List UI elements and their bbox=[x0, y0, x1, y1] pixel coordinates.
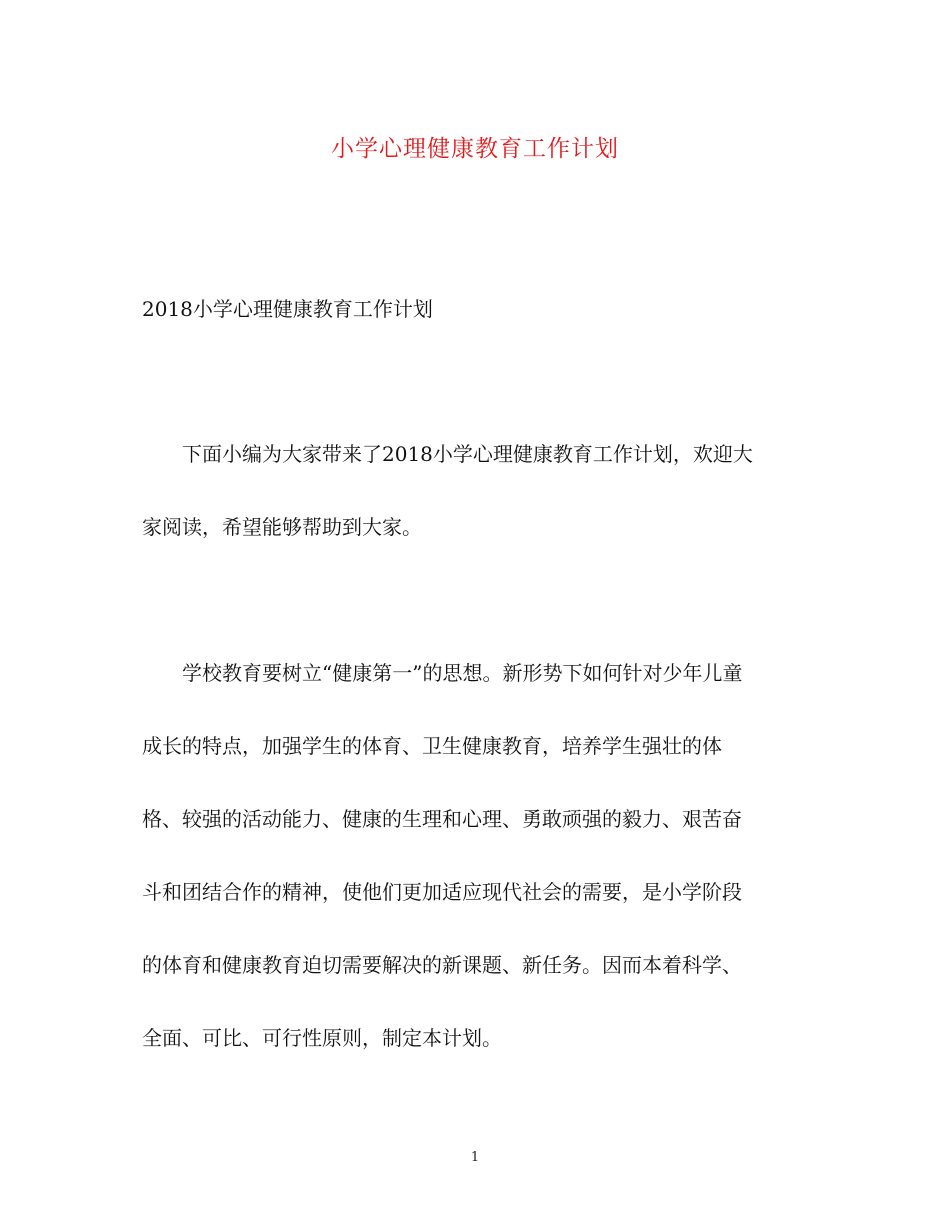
paragraph-line: 家阅读，希望能够帮助到大家。 bbox=[142, 515, 422, 539]
paragraph-line: 全面、可比、可行性原则，制定本计划。 bbox=[142, 1026, 502, 1050]
paragraph-line: 学校教育要树立“健康第一”的思想。新形势下如何针对少年儿童 bbox=[182, 661, 743, 685]
paragraph-line: 格、较强的活动能力、健康的生理和心理、勇敢顽强的毅力、艰苦奋 bbox=[142, 807, 742, 831]
page-number: 1 bbox=[470, 1150, 480, 1165]
paragraph-line: 成长的特点，加强学生的体育、卫生健康教育，培养学生强壮的体 bbox=[142, 734, 722, 758]
paragraph-line: 的体育和健康教育迫切需要解决的新课题、新任务。因而本着科学、 bbox=[142, 953, 742, 977]
paragraph-line: 下面小编为大家带来了2018小学心理健康教育工作计划，欢迎大 bbox=[182, 442, 753, 466]
paragraph-line: 斗和团结合作的精神，使他们更加适应现代社会的需要，是小学阶段 bbox=[142, 880, 742, 904]
document-title: 小学心理健康教育工作计划 bbox=[331, 136, 619, 162]
document-subtitle: 2018小学心理健康教育工作计划 bbox=[142, 297, 433, 321]
